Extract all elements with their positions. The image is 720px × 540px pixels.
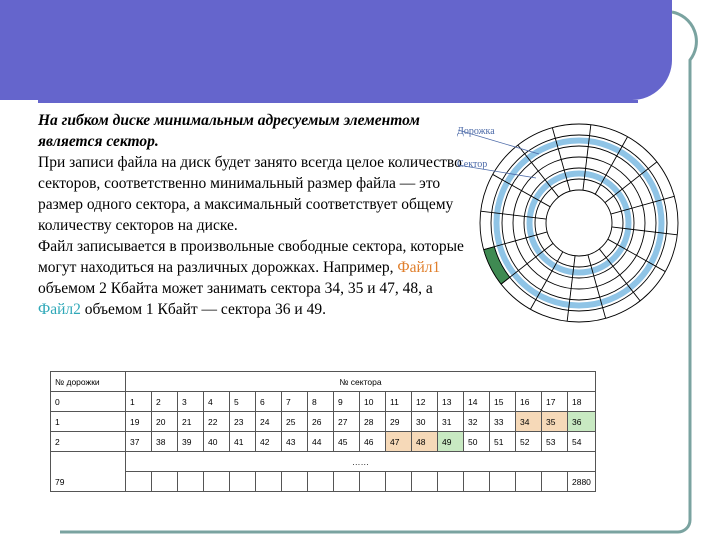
sector-cell: 54 <box>568 432 596 452</box>
sector-cell-empty <box>308 472 334 492</box>
sector-cell: 24 <box>256 412 282 432</box>
sector-cell-empty <box>256 472 282 492</box>
sector-cell: 6 <box>256 392 282 412</box>
sector-cell: 28 <box>360 412 386 432</box>
slide-title: На гибком диске минимальным адресуемым элементом является сектор. <box>38 112 420 150</box>
table-row-ellipsis <box>51 452 596 472</box>
sector-cell-file1: 47 <box>386 432 412 452</box>
sector-cell: 11 <box>386 392 412 412</box>
track-number: 0 <box>51 392 126 412</box>
sector-cell: 2 <box>152 392 178 412</box>
sector-cell: 50 <box>464 432 490 452</box>
sector-cell: 29 <box>386 412 412 432</box>
sector-cell: 31 <box>438 412 464 432</box>
sector-cell: 41 <box>230 432 256 452</box>
sector-cell: 21 <box>178 412 204 432</box>
file1-label: Файл1 <box>397 259 441 276</box>
sector-cell: 38 <box>152 432 178 452</box>
sector-cell: 15 <box>490 392 516 412</box>
sector-cell-file1: 48 <box>412 432 438 452</box>
sector-cell: 20 <box>152 412 178 432</box>
sector-cell: 40 <box>204 432 230 452</box>
sector-cell: 14 <box>464 392 490 412</box>
sector-cell-empty <box>542 472 568 492</box>
paragraph-2-mid: объемом 2 Кбайта может занимать сектора 34, 35 и 47, 48, а <box>38 280 433 297</box>
sector-cell: 30 <box>412 412 438 432</box>
sector-cell: 22 <box>204 412 230 432</box>
sector-cell: 7 <box>282 392 308 412</box>
sector-table <box>50 371 596 492</box>
sector-cell: 9 <box>334 392 360 412</box>
table-ellipsis: …… <box>126 452 596 472</box>
sector-cell-file1: 34 <box>516 412 542 432</box>
sector-cell-file2: 36 <box>568 412 596 432</box>
track-number: 1 <box>51 412 126 432</box>
disk-diagram <box>454 118 684 328</box>
paragraph-2-start: Файл записывается в произвольные свободные сектора, которые могут находиться на различных дорожках. Например, <box>38 238 464 276</box>
sector-cell: 42 <box>256 432 282 452</box>
track-col-header: № дорожки <box>51 372 126 392</box>
sector-cell: 18 <box>568 392 596 412</box>
sector-cell: 26 <box>308 412 334 432</box>
sector-cell-empty <box>178 472 204 492</box>
sector-cell-empty <box>438 472 464 492</box>
sector-cell: 13 <box>438 392 464 412</box>
sector-label: Сектор <box>457 159 488 170</box>
sector-cell-file2: 49 <box>438 432 464 452</box>
table-row-last <box>51 472 596 492</box>
sector-cell: 5 <box>230 392 256 412</box>
track-circle <box>546 190 612 256</box>
sector-cell-empty <box>360 472 386 492</box>
file2-label: Файл2 <box>38 301 81 318</box>
sector-cell-empty <box>490 472 516 492</box>
last-track-number: 79 <box>51 452 126 492</box>
sector-cell: 19 <box>126 412 152 432</box>
sector-cell: 44 <box>308 432 334 452</box>
paragraph-2 <box>38 236 468 320</box>
sector-cell: 37 <box>126 432 152 452</box>
track-number: 2 <box>51 432 126 452</box>
sector-cell: 53 <box>542 432 568 452</box>
sector-cell: 45 <box>334 432 360 452</box>
sector-cell: 16 <box>516 392 542 412</box>
paragraph-2-end: объемом 1 Кбайт — сектора 36 и 49. <box>80 301 326 318</box>
table-header-row <box>51 372 596 392</box>
table-row <box>51 412 596 432</box>
slide-content <box>38 110 468 320</box>
sector-cell-empty <box>334 472 360 492</box>
sector-cell: 10 <box>360 392 386 412</box>
sector-cell: 8 <box>308 392 334 412</box>
disk-tracks <box>480 124 678 322</box>
header-separator <box>38 100 638 103</box>
paragraph-1: При записи файла на диск будет занято всегда целое количество секторов, соответственно минимальный размер файла — это размер одного сектора, а максимальный соответствует общему количеству секторов на диске. <box>38 154 462 234</box>
sector-cell: 46 <box>360 432 386 452</box>
sector-col-header: № сектора <box>126 372 596 392</box>
sector-cell: 25 <box>282 412 308 432</box>
sector-cell-empty <box>204 472 230 492</box>
sector-cell: 32 <box>464 412 490 432</box>
sector-cell: 39 <box>178 432 204 452</box>
sector-cell-empty <box>464 472 490 492</box>
sector-cell-empty <box>386 472 412 492</box>
table-row <box>51 392 596 412</box>
last-sector-number: 2880 <box>568 472 596 492</box>
sector-cell: 33 <box>490 412 516 432</box>
sector-cell-empty <box>412 472 438 492</box>
sector-cell-empty <box>126 472 152 492</box>
sector-cell-empty <box>282 472 308 492</box>
sector-cell: 4 <box>204 392 230 412</box>
sector-cell-file1: 35 <box>542 412 568 432</box>
sector-cell: 51 <box>490 432 516 452</box>
sector-cell: 1 <box>126 392 152 412</box>
sector-cell: 52 <box>516 432 542 452</box>
table-row <box>51 432 596 452</box>
sector-cell: 23 <box>230 412 256 432</box>
sector-cell: 3 <box>178 392 204 412</box>
sector-cell: 12 <box>412 392 438 412</box>
sector-cell: 43 <box>282 432 308 452</box>
sector-cell-empty <box>516 472 542 492</box>
track-label: Дорожка <box>457 126 495 137</box>
sector-cell-empty <box>152 472 178 492</box>
sector-cell: 27 <box>334 412 360 432</box>
sector-cell: 17 <box>542 392 568 412</box>
sector-cell-empty <box>230 472 256 492</box>
